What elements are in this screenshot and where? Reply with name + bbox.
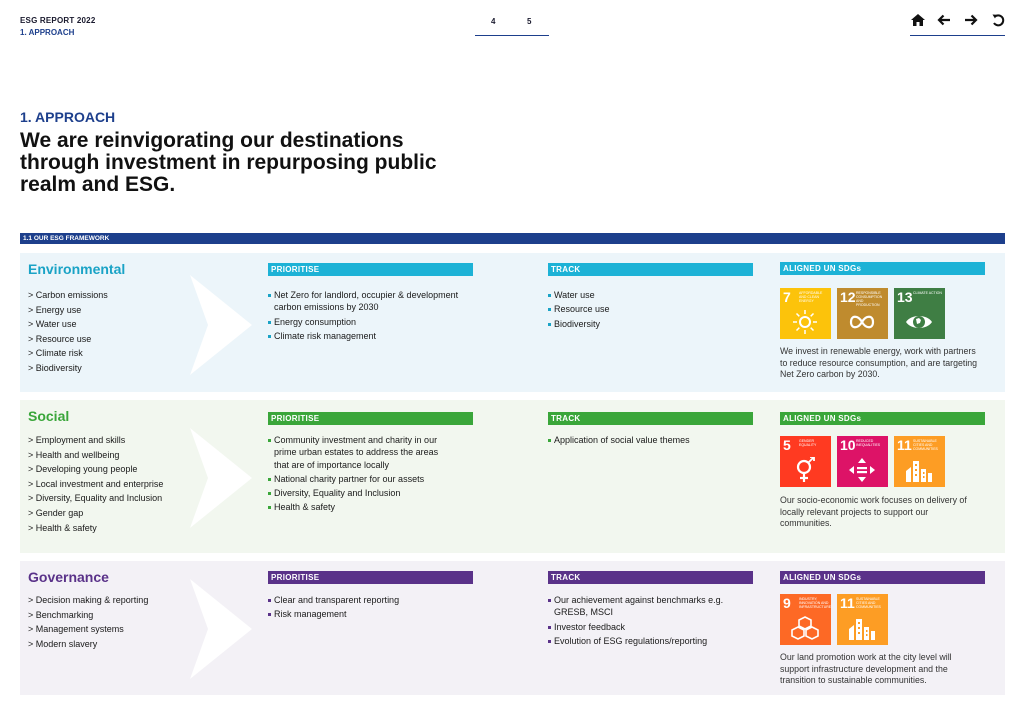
chevron-right-icon [182, 275, 252, 375]
sdg-number: 10 [840, 437, 856, 453]
refresh-icon[interactable] [990, 12, 1006, 28]
sdg-number: 12 [840, 289, 856, 305]
list-item: > Energy use [28, 303, 108, 318]
home-icon[interactable] [910, 12, 926, 28]
page-link-4[interactable]: 4 [491, 17, 496, 26]
sdg-tile-10 [837, 436, 888, 487]
framework-bar: 1.1 OUR ESG FRAMEWORK [20, 233, 1005, 244]
list-item: Evolution of ESG regulations/reporting [548, 635, 728, 647]
list-item: > Health and wellbeing [28, 448, 163, 463]
environmental-topics [28, 288, 108, 376]
list-item: > Diversity, Equality and Inclusion [28, 491, 163, 506]
list-item: Investor feedback [548, 621, 728, 633]
list-item: > Local investment and enterprise [28, 477, 163, 492]
social-topics [28, 433, 163, 535]
list-item: > Developing young people [28, 462, 163, 477]
governance-topics [28, 593, 148, 651]
environmental-panel [20, 253, 1005, 392]
governance-sdg-text: Our land promotion work at the city level will support infrastructure development and the transition to sustainable communities. [780, 652, 952, 686]
sdgs-header: ALIGNED UN SDGs [780, 571, 985, 584]
list-item: Resource use [548, 303, 748, 315]
equality-icon [848, 457, 876, 483]
sdg-number: 7 [783, 289, 791, 305]
social-track-list [548, 434, 748, 448]
governance-panel [20, 561, 1005, 695]
sdgs-header: ALIGNED UN SDGs [780, 412, 985, 425]
list-item: > Biodiversity [28, 361, 108, 376]
list-item: > Decision making & reporting [28, 593, 148, 608]
report-header [20, 16, 95, 37]
environmental-sdg-tiles [780, 288, 945, 339]
sdg-label: RESPONSIBLE CONSUMPTION AND PRODUCTION [856, 291, 883, 307]
social-sdg-tiles [780, 436, 945, 487]
list-item: Biodiversity [548, 318, 748, 330]
list-item: > Benchmarking [28, 608, 148, 623]
social-panel [20, 400, 1005, 553]
sdg-tile-12 [837, 288, 888, 339]
arrow-left-icon[interactable] [936, 12, 952, 28]
list-item: > Carbon emissions [28, 288, 108, 303]
list-item: > Management systems [28, 622, 148, 637]
sdg-label: CLIMATE ACTION [913, 291, 942, 295]
sdg-number: 9 [783, 595, 791, 611]
infinity-icon [848, 309, 876, 335]
environmental-title: Environmental [28, 261, 126, 277]
list-item: Our achievement against benchmarks e.g. GRESB, MSCI [548, 594, 728, 619]
sun-icon [791, 309, 819, 335]
sdg-number: 11 [840, 595, 855, 611]
nav-toolbar [910, 10, 1005, 36]
social-sdg-text: Our socio-economic work focuses on delivery of locally relevant projects to support our communities. [780, 495, 967, 529]
sdg-tile-7 [780, 288, 831, 339]
sdg-number: 11 [897, 437, 912, 453]
list-item: National charity partner for our assets [268, 473, 453, 485]
list-item: Energy consumption [268, 316, 468, 328]
list-item: > Modern slavery [28, 637, 148, 652]
governance-prioritise-list [268, 594, 468, 623]
prioritise-header: PRIORITISE [268, 571, 473, 584]
sdg-tile-11 [894, 436, 945, 487]
sdg-label: GENDER EQUALITY [799, 439, 817, 447]
environmental-track-list [548, 289, 748, 332]
social-title: Social [28, 408, 70, 424]
list-item: Climate risk management [268, 330, 468, 342]
list-item: > Climate risk [28, 346, 108, 361]
list-item: > Water use [28, 317, 108, 332]
list-item: Water use [548, 289, 748, 301]
list-item: Health & safety [268, 501, 453, 513]
sdg-tile-9 [780, 594, 831, 645]
list-item: Diversity, Equality and Inclusion [268, 487, 453, 499]
governance-title: Governance [28, 569, 109, 585]
track-header: TRACK [548, 412, 753, 425]
prioritise-header: PRIORITISE [268, 263, 473, 276]
page-pager [475, 16, 549, 36]
social-prioritise-list [268, 434, 453, 516]
city-icon [848, 615, 876, 641]
sdg-tile-13 [894, 288, 945, 339]
sdg-number: 13 [897, 289, 913, 305]
sdg-label: REDUCED INEQUALITIES [856, 439, 881, 447]
track-header: TRACK [548, 571, 753, 584]
sdg-label: INDUSTRY, INNOVATION AND INFRASTRUCTURE [799, 597, 832, 609]
sdgs-header: ALIGNED UN SDGs [780, 262, 985, 275]
environmental-sdg-text: We invest in renewable energy, work with partners to reduce resource consumption, and are targeting Net Zero carbon by 2030. [780, 346, 978, 380]
list-item: Application of social value themes [548, 434, 748, 446]
sdg-tile-5 [780, 436, 831, 487]
track-header: TRACK [548, 263, 753, 276]
sdg-tile-11 [837, 594, 888, 645]
eye-globe-icon [905, 309, 933, 335]
sdg-label: SUSTAINABLE CITIES AND COMMUNITIES [856, 597, 881, 609]
page-headline: We are reinvigorating our destinations through investment in repurposing public realm and ESG. [20, 129, 437, 196]
list-item: Risk management [268, 608, 468, 620]
page-link-5[interactable]: 5 [527, 17, 532, 26]
list-item: Clear and transparent reporting [268, 594, 468, 606]
environmental-prioritise-list [268, 289, 468, 344]
list-item: > Gender gap [28, 506, 163, 521]
sdg-number: 5 [783, 437, 791, 453]
list-item: Community investment and charity in our prime urban estates to address the areas that are of importance locally [268, 434, 453, 471]
list-item: Net Zero for landlord, occupier & development carbon emissions by 2030 [268, 289, 468, 314]
chevron-right-icon [182, 579, 252, 679]
cubes-icon [791, 615, 819, 641]
prioritise-header: PRIORITISE [268, 412, 473, 425]
header-section-label: 1. APPROACH [20, 28, 75, 37]
report-title: ESG REPORT 2022 [20, 16, 96, 25]
section-heading: 1. APPROACH [20, 109, 116, 125]
list-item: > Employment and skills [28, 433, 163, 448]
governance-track-list [548, 594, 728, 649]
chevron-right-icon [182, 428, 252, 528]
governance-sdg-tiles [780, 594, 888, 645]
sdg-label: AFFORDABLE AND CLEAN ENERGY [799, 291, 823, 303]
sdg-label: SUSTAINABLE CITIES AND COMMUNITIES [913, 439, 938, 451]
list-item: > Health & safety [28, 521, 163, 536]
list-item: > Resource use [28, 332, 108, 347]
gender-icon [791, 457, 819, 483]
city-icon [905, 457, 933, 483]
arrow-right-icon[interactable] [963, 12, 979, 28]
